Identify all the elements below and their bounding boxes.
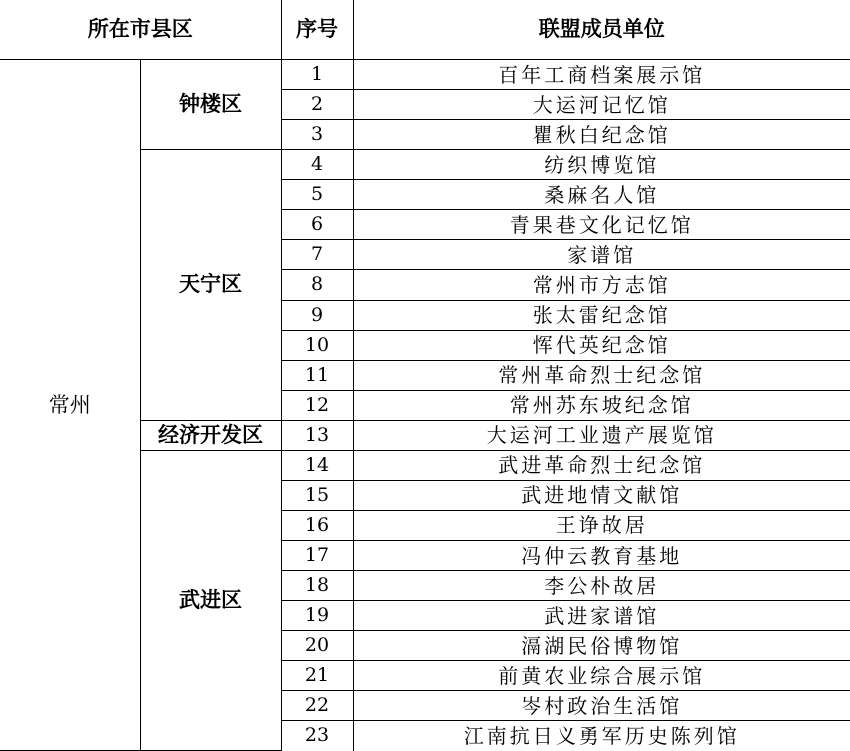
index-cell: 9: [281, 300, 353, 330]
index-cell: 23: [281, 721, 353, 751]
city-cell: 常州: [0, 60, 140, 751]
index-cell: 19: [281, 601, 353, 631]
header-index: 序号: [281, 0, 353, 60]
member-unit-cell: 桑麻名人馆: [353, 180, 850, 210]
index-cell: 3: [281, 120, 353, 150]
index-cell: 22: [281, 691, 353, 721]
member-unit-cell: 常州革命烈士纪念馆: [353, 360, 850, 390]
index-cell: 18: [281, 571, 353, 601]
index-cell: 1: [281, 60, 353, 90]
member-unit-cell: 百年工商档案展示馆: [353, 60, 850, 90]
member-unit-cell: 武进家谱馆: [353, 601, 850, 631]
header-row: [0, 0, 850, 60]
district-cell: 武进区: [140, 450, 281, 750]
district-cell: 经济开发区: [140, 420, 281, 450]
member-unit-cell: 青果巷文化记忆馆: [353, 210, 850, 240]
index-cell: 7: [281, 240, 353, 270]
member-unit-cell: 冯仲云教育基地: [353, 541, 850, 571]
member-unit-cell: 李公朴故居: [353, 571, 850, 601]
index-cell: 11: [281, 360, 353, 390]
index-cell: 12: [281, 390, 353, 420]
member-unit-cell: 大运河记忆馆: [353, 90, 850, 120]
index-cell: 21: [281, 661, 353, 691]
index-cell: 2: [281, 90, 353, 120]
member-unit-cell: 江南抗日义勇军历史陈列馆: [353, 721, 850, 751]
member-unit-cell: 前黄农业综合展示馆: [353, 661, 850, 691]
member-unit-cell: 张太雷纪念馆: [353, 300, 850, 330]
index-cell: 5: [281, 180, 353, 210]
index-cell: 14: [281, 450, 353, 480]
member-unit-cell: 滆湖民俗博物馆: [353, 631, 850, 661]
index-cell: 8: [281, 270, 353, 300]
member-unit-cell: 常州苏东坡纪念馆: [353, 390, 850, 420]
index-cell: 16: [281, 510, 353, 540]
header-region: 所在市县区: [0, 0, 281, 60]
district-cell: 钟楼区: [140, 60, 281, 150]
member-unit-cell: 瞿秋白纪念馆: [353, 120, 850, 150]
member-unit-cell: 纺织博览馆: [353, 150, 850, 180]
index-cell: 6: [281, 210, 353, 240]
index-cell: 4: [281, 150, 353, 180]
index-cell: 17: [281, 541, 353, 571]
member-unit-cell: 大运河工业遗产展览馆: [353, 420, 850, 450]
member-unit-cell: 常州市方志馆: [353, 270, 850, 300]
index-cell: 20: [281, 631, 353, 661]
member-unit-cell: 武进地情文献馆: [353, 480, 850, 510]
index-cell: 15: [281, 480, 353, 510]
index-cell: 13: [281, 420, 353, 450]
index-cell: 10: [281, 330, 353, 360]
member-unit-cell: 武进革命烈士纪念馆: [353, 450, 850, 480]
member-unit-cell: 岑村政治生活馆: [353, 691, 850, 721]
district-cell: 天宁区: [140, 150, 281, 421]
table-row: [0, 60, 850, 90]
member-unit-cell: 恽代英纪念馆: [353, 330, 850, 360]
member-unit-cell: 王诤故居: [353, 510, 850, 540]
member-unit-cell: 家谱馆: [353, 240, 850, 270]
header-member: 联盟成员单位: [353, 0, 850, 60]
